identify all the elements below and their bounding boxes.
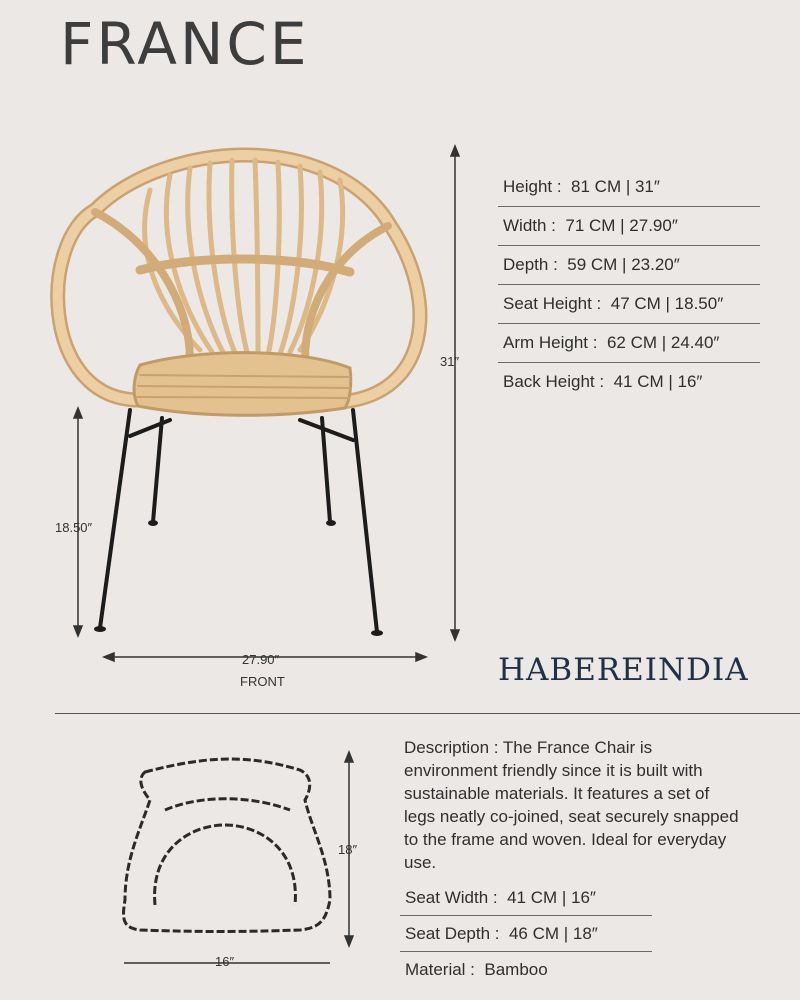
spec-row: Material : Bamboo (405, 960, 548, 979)
spec-row: Seat Depth : 46 CM | 18″ (400, 916, 652, 952)
spec-table (498, 168, 760, 401)
seat-top-illustration (0, 740, 390, 980)
spec-row: Height : 81 CM | 31″ (498, 168, 760, 207)
dimension-seat-height-label: 18.50″ (55, 520, 93, 535)
spec-row: Depth : 59 CM | 23.20″ (498, 246, 760, 285)
front-view-label: FRONT (240, 674, 285, 689)
dimension-width-label: 27.90″ (242, 652, 280, 667)
spec-row: Seat Width : 41 CM | 16″ (400, 880, 652, 916)
chair-rattan-frame (58, 155, 420, 415)
chair-legs (100, 410, 377, 632)
section-divider (55, 713, 800, 714)
spec-row: Width : 71 CM | 27.90″ (498, 207, 760, 246)
bottom-spec-table (400, 880, 652, 987)
page-title: FRANCE (60, 10, 310, 78)
product-description: Description : The France Chair is environment friendly since it is built with sustainable materials. It features a set of legs neatly co-joined, seat securely snapped to the frame and woven. Ideal for everyday use. (404, 738, 739, 872)
brand-logo: HABEREINDIA (498, 652, 749, 688)
dimension-height-label: 31″ (440, 354, 460, 369)
dimension-height (451, 146, 459, 640)
spec-row: Seat Height : 47 CM | 18.50″ (498, 285, 760, 324)
dimension-top-width-label: 16″ (215, 954, 235, 969)
seat-outline (124, 759, 330, 932)
dimension-top-depth-label: 18″ (338, 842, 358, 857)
spec-row: Arm Height : 62 CM | 24.40″ (498, 324, 760, 363)
spec-row: Back Height : 41 CM | 16″ (503, 372, 703, 391)
